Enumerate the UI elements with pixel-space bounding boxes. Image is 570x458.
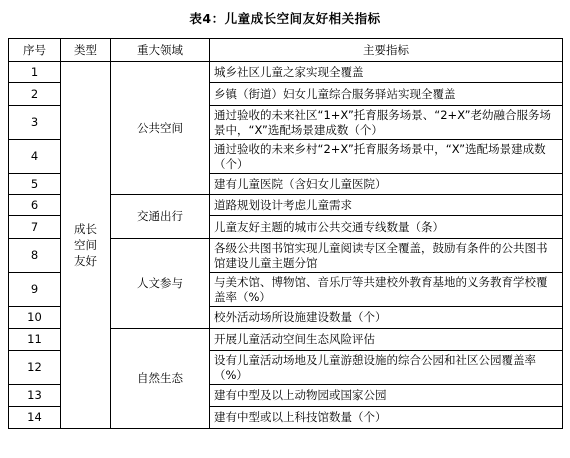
table-row: [9, 62, 563, 83]
page-title: 表4：儿童成长空间友好相关指标: [189, 11, 381, 26]
header-field: 重大领域: [111, 39, 210, 62]
row-indicator: 通过验收的未来社区“1+X”托育服务场景、“2+X”老幼融合服务场景中，“X”选配场景建成数（个）: [210, 106, 563, 140]
field-ecology: 自然生态: [111, 329, 210, 429]
row-indicator: 建有中型或以上科技馆数量（个）: [210, 407, 563, 429]
row-indicator: 乡镇（街道）妇女儿童综合服务驿站实现全覆盖: [210, 83, 563, 106]
row-seq: 2: [9, 83, 61, 106]
row-seq: 14: [9, 407, 61, 429]
row-seq: 7: [9, 216, 61, 239]
field-transport: 交通出行: [111, 195, 210, 239]
row-indicator: 校外活动场所设施建设数量（个）: [210, 307, 563, 329]
row-indicator: 道路规划设计考虑儿童需求: [210, 195, 563, 216]
row-seq: 10: [9, 307, 61, 329]
row-seq: 5: [9, 174, 61, 195]
header-indicator: 主要指标: [210, 39, 563, 62]
row-seq: 11: [9, 329, 61, 351]
row-indicator: 通过验收的未来乡村“2+X”托育服务场景中，“X”选配场景建成数（个）: [210, 140, 563, 174]
table-header-row: [9, 39, 563, 62]
row-indicator: 开展儿童活动空间生态风险评估: [210, 329, 563, 351]
field-culture: 人文参与: [111, 239, 210, 329]
row-seq: 6: [9, 195, 61, 216]
row-indicator: 建有中型及以上动物园或国家公园: [210, 385, 563, 407]
category-cell: [61, 62, 111, 429]
indicator-table: [8, 38, 563, 429]
row-seq: 1: [9, 62, 61, 83]
row-indicator: 各级公共图书馆实现儿童阅读专区全覆盖，鼓励有条件的公共图书馆建设儿童主题分馆: [210, 239, 563, 273]
field-public-space: 公共空间: [111, 62, 210, 195]
row-seq: 9: [9, 273, 61, 307]
row-indicator: 设有儿童活动场地及儿童游憩设施的综合公园和社区公园覆盖率（%）: [210, 351, 563, 385]
row-seq: 13: [9, 385, 61, 407]
row-seq: 4: [9, 140, 61, 174]
row-seq: 12: [9, 351, 61, 385]
header-seq: 序号: [9, 39, 61, 62]
row-indicator: 儿童友好主题的城市公共交通专线数量（条）: [210, 216, 563, 239]
header-type: 类型: [61, 39, 111, 62]
row-seq: 8: [9, 239, 61, 273]
row-indicator: 与美术馆、博物馆、音乐厅等共建校外教育基地的义务教育学校覆盖率（%）: [210, 273, 563, 307]
row-seq: 3: [9, 106, 61, 140]
category-label: 成长空间友好: [74, 222, 97, 268]
row-indicator: 建有儿童医院（含妇女儿童医院）: [210, 174, 563, 195]
row-indicator: 城乡社区儿童之家实现全覆盖: [210, 62, 563, 83]
